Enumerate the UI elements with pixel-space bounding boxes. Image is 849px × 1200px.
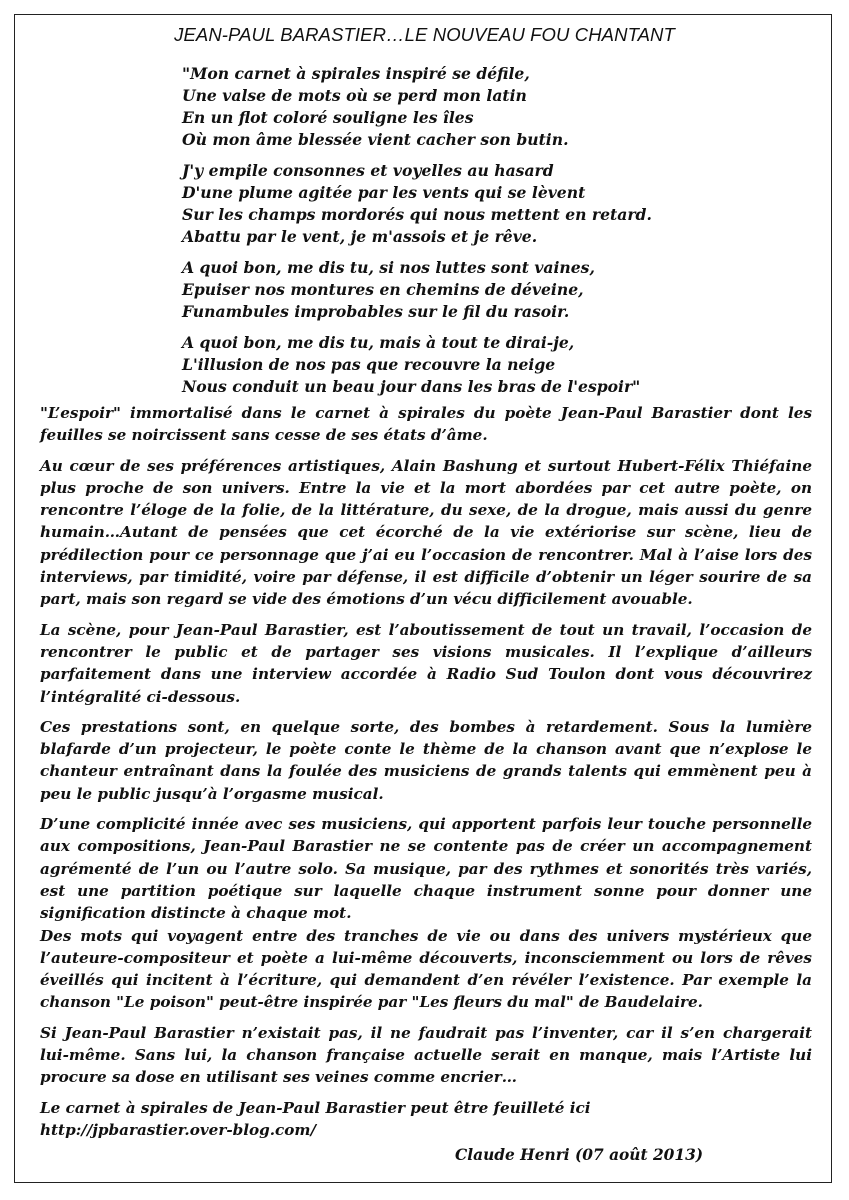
blog-link-url[interactable]: http://jpbarastier.over-blog.com/	[40, 1120, 317, 1139]
blog-link-caption: Le carnet à spirales de Jean-Paul Barastier peut être feuilleté ici	[40, 1098, 591, 1117]
blog-link-block	[40, 1097, 812, 1142]
poem-line: L'illusion de nos pas que recouvre la neige	[182, 355, 556, 374]
poem-line: Où mon âme blessée vient cacher son butin.	[182, 130, 569, 149]
paragraph-words: Des mots qui voyagent entre des tranches de vie ou dans des univers mystérieux que l’auteure-compositeur et poète a lui-même découverts, inconsciemment ou lors de rêves éveillés qui incitent à l’écriture, qui demandent d’en révéler l’existence. Par exemple la chanson "Le poison" peut-être inspirée par "Les fleurs du mal" de Baudelaire.	[40, 926, 812, 1012]
paragraph-intro: "L’espoir" immortalisé dans le carnet à spirales du poète Jean-Paul Barastier dont les feuilles se noircissent sans cesse de ses états d’âme.	[40, 404, 812, 445]
poem-line: J'y empile consonnes et voyelles au hasard	[182, 161, 554, 180]
poem-line: En un flot coloré souligne les îles	[182, 108, 474, 127]
poem-line: A quoi bon, me dis tu, si nos luttes sont vaines,	[182, 258, 595, 277]
poem-line: Nous conduit un beau jour dans les bras de l'espoir"	[182, 377, 641, 396]
poem-line: "Mon carnet à spirales inspiré se défile,	[182, 64, 530, 83]
author-signature: Claude Henri (07 août 2013)	[455, 1146, 704, 1164]
article-title: JEAN-PAUL BARASTIER…LE NOUVEAU FOU CHANTANT	[174, 24, 675, 45]
poem-line: Une valse de mots où se perd mon latin	[182, 86, 527, 105]
poem-stanza	[182, 63, 702, 151]
poem-stanza	[182, 332, 702, 398]
poem-line: Funambules improbables sur le fil du rasoir.	[182, 302, 570, 321]
poem-line: D'une plume agitée par les vents qui se lèvent	[182, 183, 586, 202]
paragraph-conclusion: Si Jean-Paul Barastier n’existait pas, il ne faudrait pas l’inventer, car il s’en chargerait lui-même. Sans lui, la chanson française actuelle serait en manque, mais l’Artiste lui procure sa dose en utilisant ses veines comme encrier…	[40, 1023, 812, 1087]
poem-stanza	[182, 160, 702, 248]
poem-line: A quoi bon, me dis tu, mais à tout te dirai-je,	[182, 333, 575, 352]
article-body	[40, 402, 812, 1141]
paragraph-musicians: D’une complicité innée avec ses musiciens, qui apportent parfois leur touche personnelle aux compositions, Jean-Paul Barastier ne se contente pas de créer un accompagnement agrémenté de l’un ou l’autre solo. Sa musique, par des rythmes et sonorités très variés, est une partition poétique sur laquelle chaque instrument sonne pour donner une signification distincte à chaque mot.	[40, 815, 812, 923]
poem-line: Sur les champs mordorés qui nous mettent en retard.	[182, 205, 652, 224]
poem-line: Abattu par le vent, je m'assois et je rêve.	[182, 227, 538, 246]
paragraph-performances: Ces prestations sont, en quelque sorte, des bombes à retardement. Sous la lumière blafarde d’un projecteur, le poète conte le thème de la chanson avant que n’explose le chanteur entraînant dans la foulée des musiciens de grands talents qui emmènent peu à peu le public jusqu’à l’orgasme musical.	[40, 717, 812, 803]
poem-line: Epuiser nos montures en chemins de déveine,	[182, 280, 584, 299]
paragraph-stage: La scène, pour Jean-Paul Barastier, est l’aboutissement de tout un travail, l’occasion de rencontrer le public et de partager ses visions musicales. Il l’explique d’ailleurs parfaitement dans une interview accordée à Radio Sud Toulon dont vous découvrirez l’intégralité ci-dessous.	[40, 620, 812, 706]
poem	[182, 63, 702, 407]
poem-stanza	[182, 257, 702, 323]
paragraph-influences: Au cœur de ses préférences artistiques, Alain Bashung et surtout Hubert-Félix Thiéfaine plus proche de son univers. Entre la vie et la mort abordées par cet autre poète, on rencontre l’éloge de la folie, de la littérature, du sexe, de la drogue, mais aussi du genre humain…Autant de pensées que cet écorché de la vie extériorise sur scène, lieu de prédilection pour ce personnage que j’ai eu l’occasion de rencontrer. Mal à l’aise lors des interviews, par timidité, voire par défense, il est difficile d’obtenir un léger sourire de sa part, mais son regard se vide des émotions d’un vécu difficilement avouable.	[40, 456, 812, 609]
